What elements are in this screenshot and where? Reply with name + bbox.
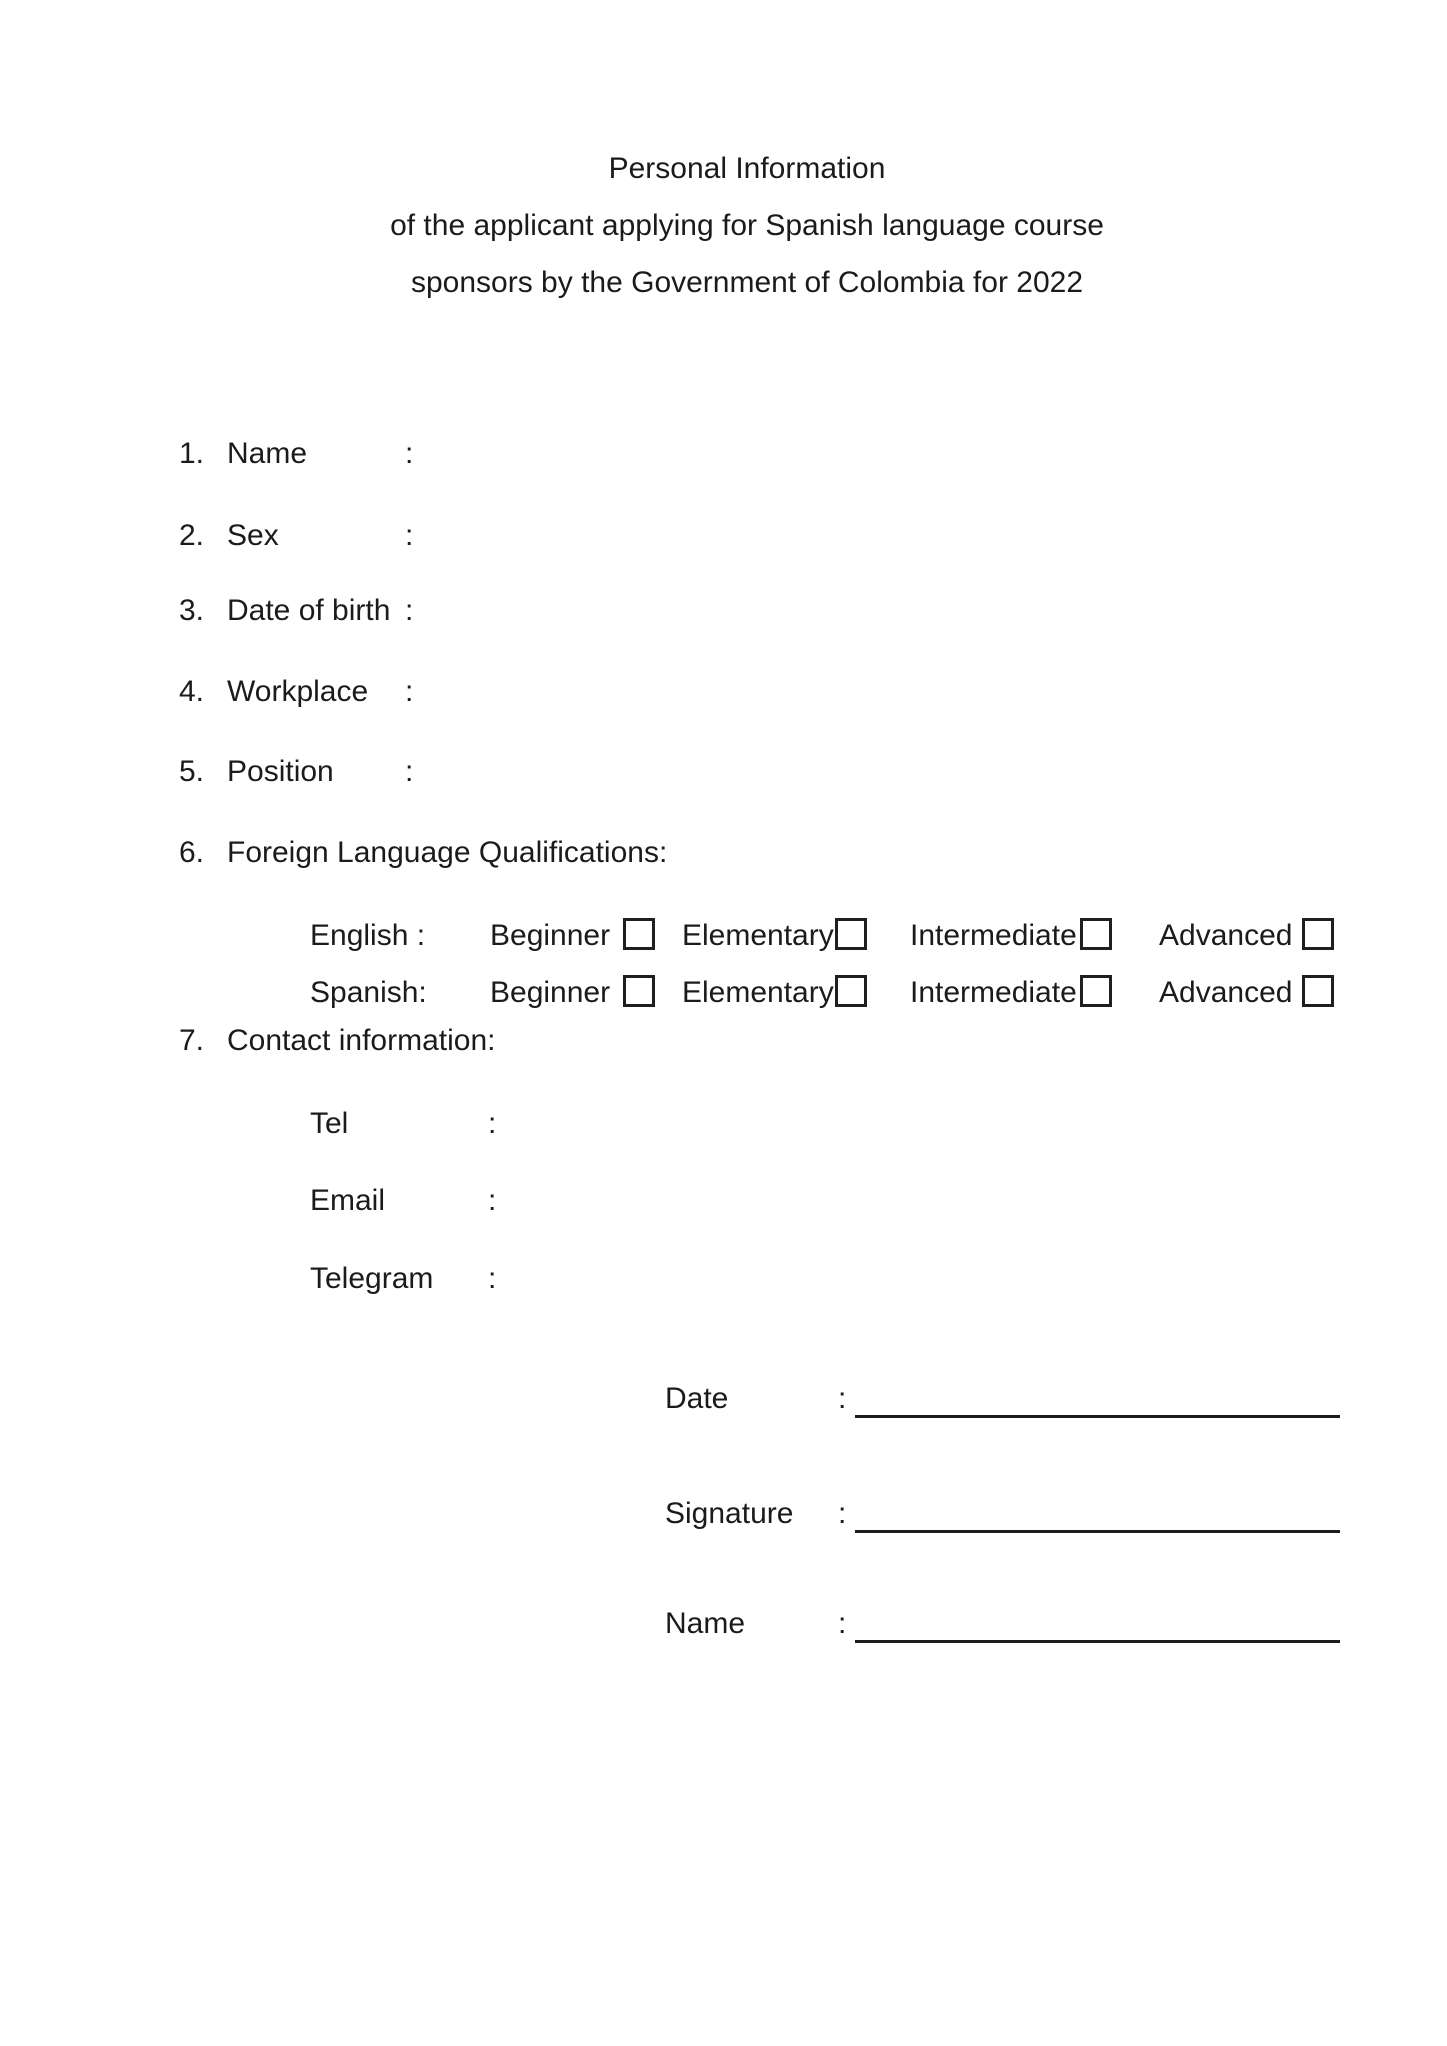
checkbox-spanish-advanced[interactable]	[1302, 975, 1334, 1007]
level-label-elementary: Elementary	[682, 919, 834, 952]
qualification-row-english	[0, 918, 1447, 960]
contact-row-telegram	[0, 1261, 1447, 1303]
field-number: 6.	[179, 836, 205, 869]
field-number: 2.	[179, 519, 205, 552]
form-title-line-3: sponsors by the Government of Colombia for 2022	[410, 266, 1084, 299]
checkbox-spanish-beginner[interactable]	[623, 975, 655, 1007]
level-label-intermediate: Intermediate	[910, 919, 1077, 952]
section-label: Foreign Language Qualifications:	[227, 836, 668, 869]
checkbox-english-beginner[interactable]	[623, 918, 655, 950]
signoff-colon: :	[838, 1382, 847, 1415]
level-label-advanced: Advanced	[1159, 976, 1293, 1009]
language-label: Spanish:	[310, 976, 427, 1009]
field-number: 4.	[179, 675, 205, 708]
signoff-row-date	[0, 1381, 1447, 1423]
checkbox-english-intermediate[interactable]	[1080, 918, 1112, 950]
level-label-beginner: Beginner	[490, 976, 611, 1009]
field-number: 5.	[179, 755, 205, 788]
signoff-label: Signature	[665, 1497, 794, 1530]
field-label: Workplace	[227, 675, 369, 708]
contact-label: Telegram	[310, 1262, 434, 1295]
signoff-row-signature	[0, 1496, 1447, 1538]
checkbox-english-advanced[interactable]	[1302, 918, 1334, 950]
level-label-beginner: Beginner	[490, 919, 611, 952]
signoff-colon: :	[838, 1497, 847, 1530]
contact-label: Email	[310, 1184, 386, 1217]
field-row-workplace	[0, 674, 1447, 716]
contact-colon: :	[488, 1184, 497, 1217]
checkbox-spanish-intermediate[interactable]	[1080, 975, 1112, 1007]
field-colon: :	[405, 437, 414, 470]
field-number: 3.	[179, 594, 205, 627]
signoff-label: Date	[665, 1382, 729, 1415]
field-label: Name	[227, 437, 308, 470]
field-colon: :	[405, 675, 414, 708]
date-line[interactable]	[855, 1381, 1340, 1418]
field-row-sex	[0, 518, 1447, 560]
contact-row-email	[0, 1183, 1447, 1225]
field-number: 7.	[179, 1024, 205, 1057]
level-label-advanced: Advanced	[1159, 919, 1293, 952]
field-label: Date of birth	[227, 594, 391, 627]
form-title	[47, 151, 1447, 322]
qualification-row-spanish	[0, 975, 1447, 1017]
level-label-elementary: Elementary	[682, 976, 834, 1009]
section-foreign-language-qualifications	[0, 835, 1447, 877]
signoff-row-name	[0, 1606, 1447, 1648]
contact-label: Tel	[310, 1107, 349, 1140]
field-number: 1.	[179, 437, 205, 470]
field-colon: :	[405, 755, 414, 788]
level-label-intermediate: Intermediate	[910, 976, 1077, 1009]
form-title-line-1: Personal Information	[608, 152, 886, 185]
checkbox-english-elementary[interactable]	[835, 918, 867, 950]
field-label: Sex	[227, 519, 279, 552]
contact-colon: :	[488, 1262, 497, 1295]
contact-row-tel	[0, 1106, 1447, 1148]
language-label: English :	[310, 919, 426, 952]
contact-colon: :	[488, 1107, 497, 1140]
section-label: Contact information:	[227, 1024, 496, 1057]
signoff-label: Name	[665, 1607, 746, 1640]
field-colon: :	[405, 519, 414, 552]
field-colon: :	[405, 594, 414, 627]
section-contact-information	[0, 1023, 1447, 1065]
signature-line[interactable]	[855, 1496, 1340, 1533]
checkbox-spanish-elementary[interactable]	[835, 975, 867, 1007]
form-title-line-2: of the applicant applying for Spanish language course	[390, 209, 1104, 242]
field-row-date-of-birth	[0, 593, 1447, 635]
signoff-colon: :	[838, 1607, 847, 1640]
name-line[interactable]	[855, 1606, 1340, 1643]
field-row-name	[0, 436, 1447, 478]
field-row-position	[0, 754, 1447, 796]
field-label: Position	[227, 755, 334, 788]
